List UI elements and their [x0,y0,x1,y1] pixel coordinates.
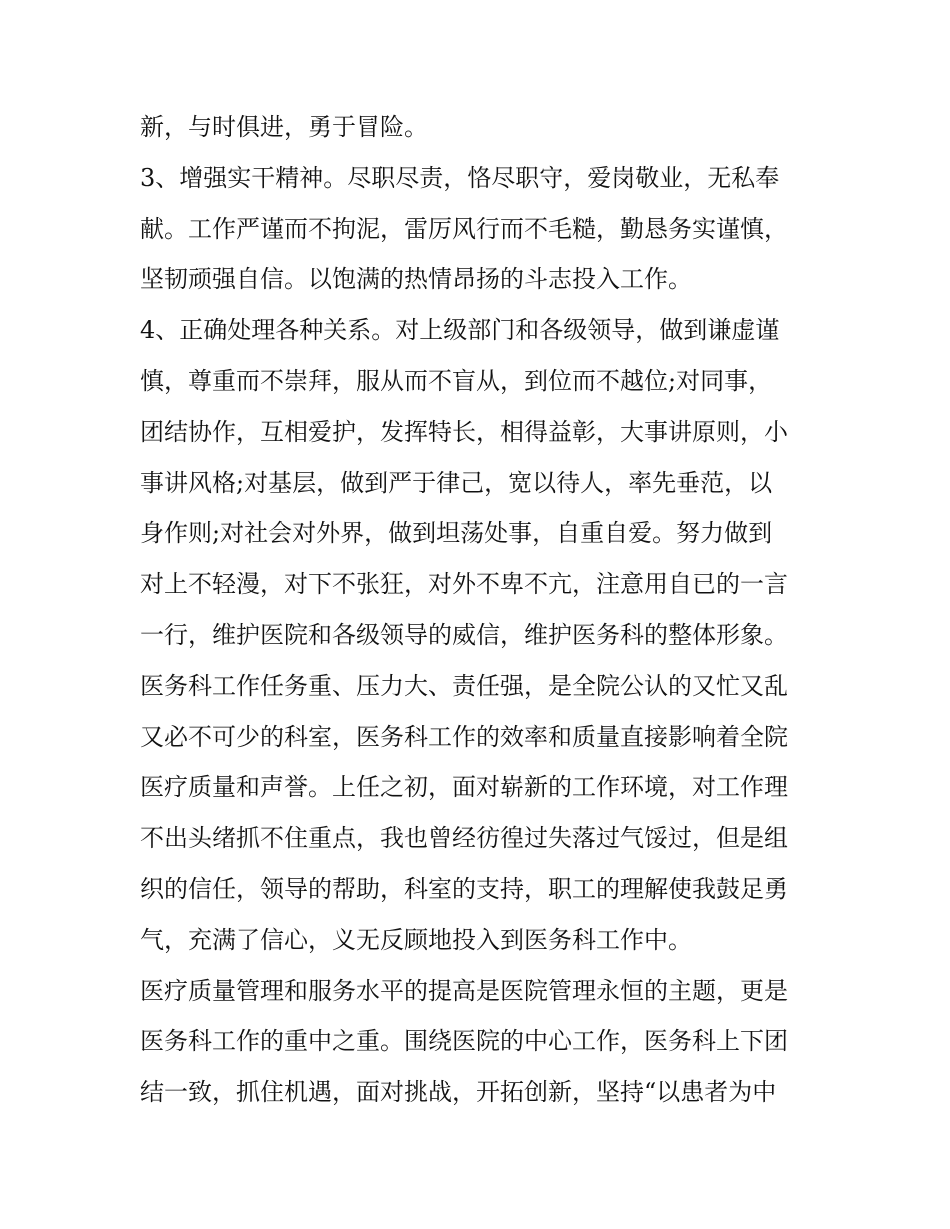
text-line: 气，充满了信心，义无反顾地投入到医务科工作中。 [140,925,692,954]
text-line: 不出头绪抓不住重点，我也曾经彷徨过失落过气馁过，但是组 [140,824,788,853]
text-line: 结一致，抓住机遇，面对挑战，开拓创新，坚持“以患者为中 [140,1078,777,1107]
text-line: 事讲风格;对基层，做到严于律己，宽以待人，率先垂范，以 [140,468,773,497]
text-line: 对上不轻漫，对下不张狂，对外不卑不亢，注意用自已的一言 [140,570,788,599]
text-line: 4、正确处理各种关系。对上级部门和各级领导，做到谦虚谨 [140,316,780,345]
text-line: 医务科工作的重中之重。围绕医院的中心工作，医务科上下团 [140,1027,788,1056]
text-line: 3、增强实干精神。尽职尽责，恪尽职守，爱岗敬业，无私奉 [140,163,780,192]
text-line: 医务科工作任务重、压力大、责任强，是全院公认的又忙又乱 [140,671,788,700]
text-line: 新，与时俱进，勇于冒险。 [140,113,428,141]
text-line: 献。工作严谨而不拘泥，雷厉风行而不毛糙，勤恳务实谨慎， [140,214,788,243]
text-line: 织的信任，领导的帮助，科室的支持，职工的理解使我鼓足勇 [140,874,788,903]
text-line: 医疗质量和声誉。上任之初，面对崭新的工作环境，对工作理 [140,773,788,802]
text-line: 坚韧顽强自信。以饱满的热情昂扬的斗志投入工作。 [140,265,692,294]
text-line: 慎，尊重而不崇拜，服从而不盲从，到位而不越位;对同事， [140,366,773,395]
text-line: 又必不可少的科室，医务科工作的效率和质量直接影响着全院 [140,722,788,751]
text-line: 团结协作，互相爱护，发挥特长，相得益彰，大事讲原则，小 [140,417,788,446]
text-line: 一行，维护医院和各级领导的威信，维护医务科的整体形象。 [140,620,788,649]
document-body [140,102,820,1118]
text-line: 身作则;对社会对外界，做到坦荡处事，自重自爱。努力做到 [140,519,773,548]
text-line: 医疗质量管理和服务水平的提高是医院管理永恒的主题，更是 [140,976,788,1005]
